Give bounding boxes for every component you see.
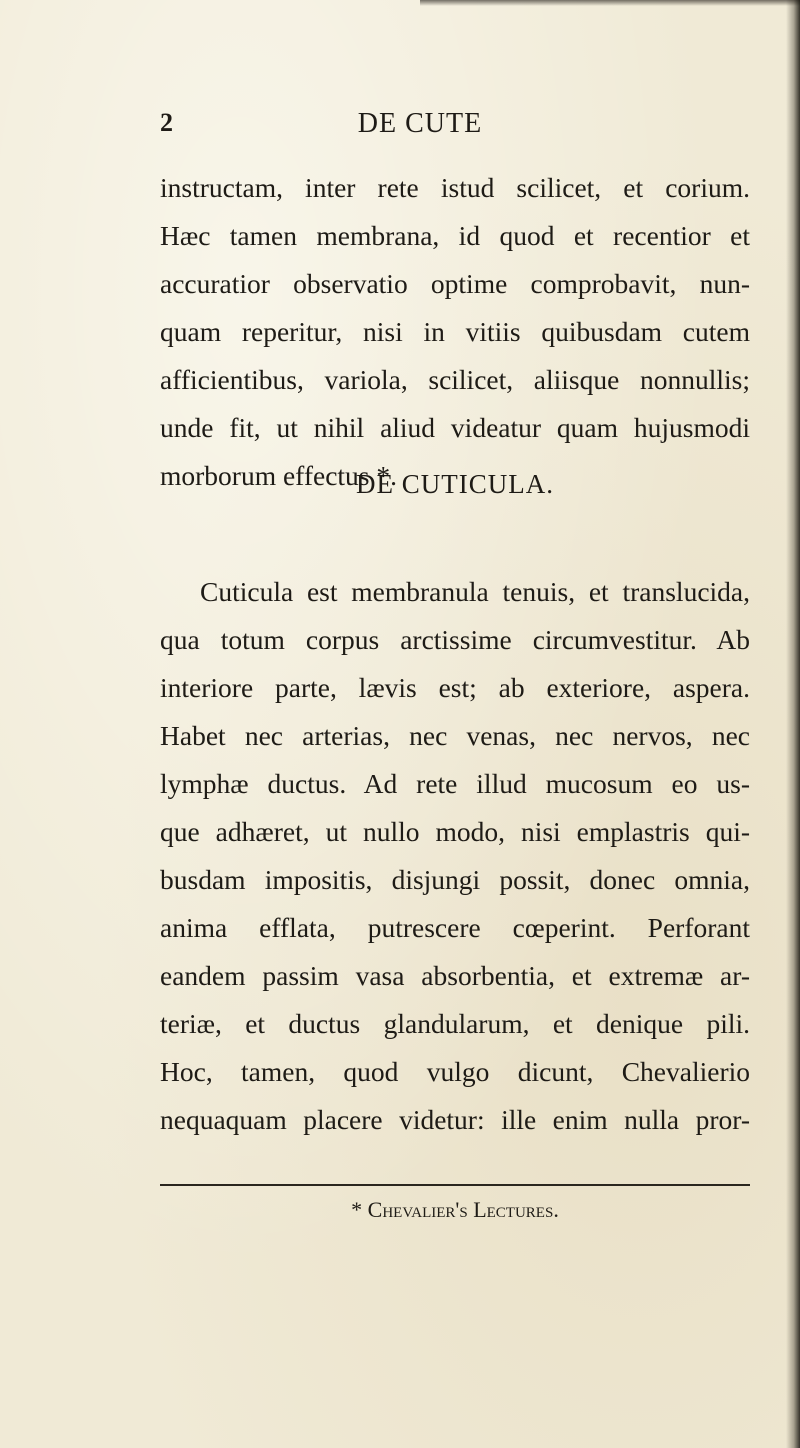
paragraph-continued <box>160 164 750 500</box>
text-line: nequaquam placere videtur: ille enim nulla pror- <box>160 1104 750 1135</box>
text-line: accuratior observatio optime comprobavit, nun- <box>160 268 750 299</box>
footnote: * Chevalier's Lectures. <box>351 1197 559 1222</box>
paragraph-cuticula <box>160 568 750 1144</box>
text-line: Hæc tamen membrana, id quod et recentior et <box>160 220 750 251</box>
text-line: busdam impositis, disjungi possit, donec omnia, <box>160 864 750 895</box>
page-number: 2 <box>160 108 173 137</box>
text-line: afficientibus, variola, scilicet, aliisque nonnullis; <box>160 364 750 395</box>
text-line: eandem passim vasa absorbentia, et extremæ ar- <box>160 960 750 991</box>
footnote-rule <box>160 1184 750 1186</box>
page-edge-shadow <box>786 0 800 1448</box>
text-line: unde fit, ut nihil aliud videatur quam hujusmodi <box>160 412 750 443</box>
page-header <box>160 108 680 148</box>
text-line: morborum effectus *. <box>160 460 397 491</box>
text-line: qua totum corpus arctissime circumvestitur. Ab <box>160 624 750 655</box>
section-title: DE CUTICULA. <box>356 469 554 499</box>
text-line: anima efflata, putrescere cœperint. Perforant <box>160 912 750 943</box>
text-line: lymphæ ductus. Ad rete illud mucosum eo us- <box>160 768 750 799</box>
page-shadow-top <box>420 0 800 6</box>
text-line: instructam, inter rete istud scilicet, et corium. <box>160 172 750 203</box>
running-head: DE CUTE <box>357 108 483 139</box>
text-line: teriæ, et ductus glandularum, et denique pili. <box>160 1008 750 1039</box>
text-line: Hoc, tamen, quod vulgo dicunt, Chevalierio <box>160 1056 750 1087</box>
text-line: que adhæret, ut nullo modo, nisi emplastris qui- <box>160 816 750 847</box>
text-line: Habet nec arterias, nec venas, nec nervos, nec <box>160 720 750 751</box>
text-line: quam reperitur, nisi in vitiis quibusdam cutem <box>160 316 750 347</box>
text-line: Cuticula est membranula tenuis, et translucida, <box>200 576 750 607</box>
text-line: interiore parte, lævis est; ab exteriore, aspera. <box>160 672 750 703</box>
